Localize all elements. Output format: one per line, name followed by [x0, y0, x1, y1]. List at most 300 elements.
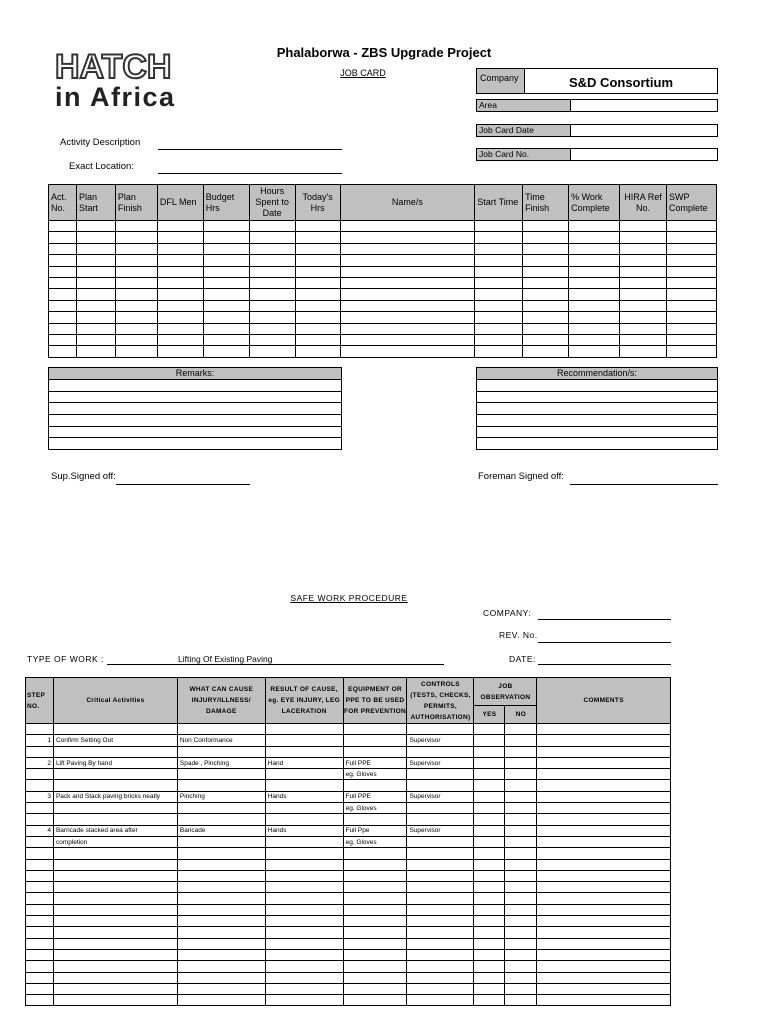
job-table-cell[interactable] — [249, 312, 295, 323]
recommendations-line[interactable] — [477, 438, 717, 450]
swp-table-cell[interactable] — [474, 995, 505, 1006]
swp-table-cell[interactable] — [537, 893, 671, 904]
swp-table-cell[interactable]: eg. Gloves — [343, 769, 407, 780]
swp-table-cell[interactable] — [177, 972, 265, 983]
swp-table-cell[interactable]: Hand — [265, 757, 343, 768]
swp-table-cell[interactable]: Hands — [265, 825, 343, 836]
swp-table-cell[interactable] — [343, 746, 407, 757]
swp-table-cell[interactable] — [343, 735, 407, 746]
job-table-cell[interactable] — [249, 289, 295, 300]
job-table-cell[interactable] — [249, 232, 295, 243]
job-table-cell[interactable] — [295, 243, 340, 254]
swp-table-cell[interactable]: Supervisor — [407, 791, 474, 802]
swp-table-cell[interactable] — [474, 836, 505, 847]
swp-table-cell[interactable] — [474, 735, 505, 746]
swp-table-cell[interactable] — [474, 904, 505, 915]
swp-table-cell[interactable] — [26, 803, 54, 814]
swp-table-cell[interactable] — [474, 916, 505, 927]
swp-table-cell[interactable] — [343, 916, 407, 927]
job-table-cell[interactable] — [49, 323, 77, 334]
swp-table-cell[interactable] — [537, 983, 671, 994]
swp-table-cell[interactable] — [407, 882, 474, 893]
swp-table-cell[interactable] — [53, 848, 177, 859]
swp-table-cell[interactable] — [407, 836, 474, 847]
job-table-cell[interactable] — [295, 346, 340, 357]
swp-table-cell[interactable] — [505, 938, 537, 949]
swp-table-cell[interactable] — [177, 961, 265, 972]
swp-table-cell[interactable] — [177, 995, 265, 1006]
remarks-line[interactable] — [49, 415, 341, 427]
swp-table-cell[interactable]: eg. Gloves — [343, 803, 407, 814]
remarks-line[interactable] — [49, 380, 341, 392]
swp-table-cell[interactable] — [177, 882, 265, 893]
job-table-cell[interactable] — [340, 300, 475, 311]
job-table-cell[interactable] — [620, 277, 667, 288]
job-table-cell[interactable] — [203, 266, 249, 277]
job-table-cell[interactable] — [49, 289, 77, 300]
swp-table-cell[interactable] — [177, 983, 265, 994]
job-table-cell[interactable] — [157, 323, 203, 334]
swp-table-cell[interactable] — [53, 938, 177, 949]
remarks-line[interactable] — [49, 427, 341, 439]
swp-table-cell[interactable]: Supervisor — [407, 735, 474, 746]
job-table-cell[interactable] — [203, 255, 249, 266]
swp-table-cell[interactable] — [505, 814, 537, 825]
job-table-cell[interactable] — [475, 334, 523, 345]
job-table-cell[interactable] — [76, 266, 115, 277]
job-table-cell[interactable] — [569, 266, 620, 277]
job-table-cell[interactable] — [203, 300, 249, 311]
remarks-line[interactable] — [49, 403, 341, 415]
job-table-cell[interactable] — [666, 243, 716, 254]
swp-table-cell[interactable] — [26, 961, 54, 972]
swp-table-cell[interactable] — [505, 848, 537, 859]
swp-table-cell[interactable]: Hands — [265, 791, 343, 802]
exact-location-line[interactable] — [158, 173, 342, 174]
swp-table-cell[interactable] — [505, 746, 537, 757]
swp-table-cell[interactable] — [505, 724, 537, 735]
job-table-cell[interactable] — [523, 323, 569, 334]
job-table-cell[interactable] — [475, 232, 523, 243]
job-table-cell[interactable] — [249, 243, 295, 254]
swp-table-cell[interactable] — [343, 893, 407, 904]
swp-table-cell[interactable]: Supervisor — [407, 825, 474, 836]
job-table-cell[interactable] — [249, 334, 295, 345]
job-table-cell[interactable] — [475, 300, 523, 311]
swp-table-cell[interactable] — [505, 927, 537, 938]
swp-table-cell[interactable] — [505, 859, 537, 870]
swp-table-cell[interactable] — [26, 949, 54, 960]
job-table-cell[interactable] — [249, 323, 295, 334]
job-table-cell[interactable] — [157, 277, 203, 288]
job-table-cell[interactable] — [620, 255, 667, 266]
job-table-cell[interactable] — [115, 323, 157, 334]
swp-table-cell[interactable] — [505, 995, 537, 1006]
swp-table-cell[interactable] — [177, 746, 265, 757]
swp-table-cell[interactable] — [343, 938, 407, 949]
swp-table-cell[interactable] — [265, 893, 343, 904]
job-table-cell[interactable] — [620, 232, 667, 243]
swp-table-cell[interactable] — [474, 803, 505, 814]
swp-table-cell[interactable] — [505, 836, 537, 847]
job-table-cell[interactable] — [115, 255, 157, 266]
swp-table-cell[interactable] — [537, 769, 671, 780]
job-table-cell[interactable] — [249, 300, 295, 311]
swp-table-cell[interactable] — [407, 859, 474, 870]
swp-table-cell[interactable] — [26, 916, 54, 927]
swp-table-cell[interactable] — [505, 949, 537, 960]
swp-table-cell[interactable] — [505, 803, 537, 814]
job-table-cell[interactable] — [523, 346, 569, 357]
swp-table-cell[interactable] — [474, 938, 505, 949]
swp-table-cell[interactable] — [26, 769, 54, 780]
swp-table-cell[interactable] — [177, 949, 265, 960]
swp-table-cell[interactable] — [537, 724, 671, 735]
job-table-cell[interactable] — [666, 221, 716, 232]
job-table-cell[interactable] — [203, 334, 249, 345]
swp-table-cell[interactable]: Non Conformance — [177, 735, 265, 746]
swp-table-cell[interactable] — [53, 780, 177, 791]
swp-table-cell[interactable] — [53, 769, 177, 780]
swp-table-cell[interactable] — [343, 995, 407, 1006]
swp-company-line[interactable] — [538, 619, 671, 620]
job-table-cell[interactable] — [340, 221, 475, 232]
swp-table-cell[interactable] — [474, 859, 505, 870]
job-table-cell[interactable] — [620, 334, 667, 345]
swp-table-cell[interactable] — [537, 825, 671, 836]
job-table-cell[interactable] — [49, 334, 77, 345]
foreman-signoff-line[interactable] — [570, 484, 718, 485]
swp-table-cell[interactable] — [407, 870, 474, 881]
swp-table-cell[interactable] — [407, 724, 474, 735]
job-table-cell[interactable] — [340, 266, 475, 277]
job-table-cell[interactable] — [620, 221, 667, 232]
swp-table-cell[interactable] — [407, 746, 474, 757]
swp-table-cell[interactable]: Full PPE — [343, 757, 407, 768]
job-table-cell[interactable] — [295, 277, 340, 288]
swp-table-cell[interactable] — [26, 893, 54, 904]
swp-table-cell[interactable] — [505, 780, 537, 791]
job-table-cell[interactable] — [523, 221, 569, 232]
recommendations-line[interactable] — [477, 427, 717, 439]
swp-table-cell[interactable] — [537, 995, 671, 1006]
swp-table-cell[interactable] — [407, 769, 474, 780]
swp-table-cell[interactable] — [407, 780, 474, 791]
swp-table-cell[interactable] — [537, 848, 671, 859]
swp-table-cell[interactable] — [53, 972, 177, 983]
swp-table-cell[interactable] — [265, 995, 343, 1006]
job-table-cell[interactable] — [620, 300, 667, 311]
swp-table-cell[interactable] — [474, 870, 505, 881]
swp-table-cell[interactable] — [407, 916, 474, 927]
job-table-cell[interactable] — [203, 243, 249, 254]
job-table-cell[interactable] — [666, 255, 716, 266]
swp-table-cell[interactable] — [26, 983, 54, 994]
swp-table-cell[interactable] — [177, 859, 265, 870]
swp-table-cell[interactable] — [265, 949, 343, 960]
swp-table-cell[interactable] — [537, 949, 671, 960]
swp-table-cell[interactable]: completion — [53, 836, 177, 847]
job-table-cell[interactable] — [157, 221, 203, 232]
job-table-cell[interactable] — [115, 346, 157, 357]
job-table-cell[interactable] — [76, 346, 115, 357]
swp-table-cell[interactable] — [537, 927, 671, 938]
job-table-cell[interactable] — [523, 334, 569, 345]
swp-table-cell[interactable] — [474, 882, 505, 893]
swp-table-cell[interactable] — [474, 746, 505, 757]
activity-description-line[interactable] — [158, 149, 342, 150]
job-table-cell[interactable] — [76, 323, 115, 334]
job-table-cell[interactable] — [249, 266, 295, 277]
swp-table-cell[interactable] — [474, 757, 505, 768]
swp-table-cell[interactable] — [474, 949, 505, 960]
job-table-cell[interactable] — [115, 221, 157, 232]
swp-table-cell[interactable] — [177, 836, 265, 847]
job-card-date-value[interactable] — [571, 125, 717, 136]
swp-table-cell[interactable] — [26, 882, 54, 893]
job-table-cell[interactable] — [49, 255, 77, 266]
swp-table-cell[interactable] — [343, 724, 407, 735]
job-table-cell[interactable] — [115, 334, 157, 345]
job-card-no-field[interactable] — [476, 148, 718, 161]
swp-table-cell[interactable] — [53, 949, 177, 960]
swp-table-cell[interactable] — [537, 757, 671, 768]
swp-table-cell[interactable] — [343, 882, 407, 893]
job-table-cell[interactable] — [475, 255, 523, 266]
swp-table-cell[interactable] — [505, 735, 537, 746]
swp-table-cell[interactable] — [474, 983, 505, 994]
job-table-cell[interactable] — [666, 300, 716, 311]
swp-table-cell[interactable] — [474, 825, 505, 836]
swp-table-cell[interactable] — [505, 825, 537, 836]
job-table-cell[interactable] — [475, 243, 523, 254]
recommendations-line[interactable] — [477, 392, 717, 404]
swp-table-cell[interactable] — [537, 791, 671, 802]
swp-table-cell[interactable] — [474, 848, 505, 859]
job-table-cell[interactable] — [569, 255, 620, 266]
job-table-cell[interactable] — [76, 312, 115, 323]
job-card-no-value[interactable] — [571, 149, 717, 160]
swp-table-cell[interactable] — [343, 814, 407, 825]
job-table-cell[interactable] — [569, 232, 620, 243]
swp-table-cell[interactable] — [177, 916, 265, 927]
job-table-cell[interactable] — [157, 300, 203, 311]
swp-table-cell[interactable]: Confirm Setting Out — [53, 735, 177, 746]
swp-table-cell[interactable] — [177, 938, 265, 949]
swp-table-cell[interactable] — [265, 769, 343, 780]
job-table-cell[interactable] — [76, 334, 115, 345]
swp-table-cell[interactable] — [505, 893, 537, 904]
swp-table-cell[interactable]: Full Ppe — [343, 825, 407, 836]
job-table-cell[interactable] — [49, 232, 77, 243]
swp-table-cell[interactable] — [343, 870, 407, 881]
swp-table-cell[interactable]: Baricade — [177, 825, 265, 836]
swp-table-cell[interactable] — [265, 961, 343, 972]
swp-table-cell[interactable] — [407, 995, 474, 1006]
job-table-cell[interactable] — [157, 266, 203, 277]
job-table-cell[interactable] — [569, 300, 620, 311]
job-table-cell[interactable] — [295, 300, 340, 311]
swp-table-cell[interactable] — [26, 995, 54, 1006]
swp-table-cell[interactable] — [265, 882, 343, 893]
job-table-cell[interactable] — [249, 346, 295, 357]
swp-table-cell[interactable] — [265, 859, 343, 870]
job-table-cell[interactable] — [475, 266, 523, 277]
swp-table-cell[interactable] — [474, 780, 505, 791]
swp-table-cell[interactable] — [537, 870, 671, 881]
job-table-cell[interactable] — [340, 346, 475, 357]
swp-table-cell[interactable] — [407, 927, 474, 938]
job-table-cell[interactable] — [620, 289, 667, 300]
job-table-cell[interactable] — [203, 221, 249, 232]
job-table-cell[interactable] — [76, 232, 115, 243]
job-table-cell[interactable] — [157, 289, 203, 300]
swp-table-cell[interactable] — [53, 870, 177, 881]
job-table-cell[interactable] — [157, 346, 203, 357]
swp-table-cell[interactable] — [537, 916, 671, 927]
swp-table-cell[interactable] — [26, 938, 54, 949]
job-table-cell[interactable] — [115, 300, 157, 311]
swp-table-cell[interactable] — [407, 949, 474, 960]
recommendations-line[interactable] — [477, 380, 717, 392]
job-table-cell[interactable] — [523, 300, 569, 311]
job-table-cell[interactable] — [666, 266, 716, 277]
job-table-cell[interactable] — [523, 255, 569, 266]
swp-table-cell[interactable] — [505, 983, 537, 994]
job-table-cell[interactable] — [666, 312, 716, 323]
job-table-cell[interactable] — [203, 277, 249, 288]
job-table-cell[interactable] — [295, 312, 340, 323]
job-table-cell[interactable] — [569, 323, 620, 334]
swp-table-cell[interactable] — [474, 893, 505, 904]
swp-table-cell[interactable] — [343, 983, 407, 994]
swp-table-cell[interactable] — [407, 893, 474, 904]
job-table-cell[interactable] — [295, 334, 340, 345]
swp-table-cell[interactable] — [53, 724, 177, 735]
swp-table-cell[interactable] — [537, 746, 671, 757]
swp-table-cell[interactable] — [177, 780, 265, 791]
swp-table-cell[interactable] — [537, 972, 671, 983]
job-table-cell[interactable] — [76, 277, 115, 288]
job-table-cell[interactable] — [295, 323, 340, 334]
swp-table-cell[interactable] — [177, 893, 265, 904]
job-table-cell[interactable] — [115, 289, 157, 300]
job-table-cell[interactable] — [295, 266, 340, 277]
job-table-cell[interactable] — [203, 289, 249, 300]
job-table-cell[interactable] — [49, 312, 77, 323]
job-table-cell[interactable] — [475, 277, 523, 288]
recommendations-line[interactable] — [477, 403, 717, 415]
type-of-work-line[interactable] — [107, 664, 444, 665]
swp-table-cell[interactable] — [265, 916, 343, 927]
swp-table-cell[interactable] — [407, 972, 474, 983]
swp-table-cell[interactable] — [53, 995, 177, 1006]
job-table-cell[interactable] — [49, 300, 77, 311]
swp-table-cell[interactable] — [53, 803, 177, 814]
swp-table-cell[interactable] — [343, 848, 407, 859]
swp-table-cell[interactable] — [265, 814, 343, 825]
job-table-cell[interactable] — [569, 334, 620, 345]
swp-table-cell[interactable] — [177, 803, 265, 814]
swp-table-cell[interactable] — [407, 938, 474, 949]
swp-table-cell[interactable] — [407, 848, 474, 859]
swp-table-cell[interactable]: 1 — [26, 735, 54, 746]
job-table-cell[interactable] — [203, 232, 249, 243]
swp-table-cell[interactable] — [177, 870, 265, 881]
swp-table-cell[interactable] — [537, 961, 671, 972]
swp-table-cell[interactable] — [26, 848, 54, 859]
job-table-cell[interactable] — [115, 232, 157, 243]
job-table-cell[interactable] — [203, 346, 249, 357]
swp-table-cell[interactable]: 3 — [26, 791, 54, 802]
job-table-cell[interactable] — [249, 277, 295, 288]
job-table-cell[interactable] — [115, 312, 157, 323]
job-table-cell[interactable] — [475, 323, 523, 334]
swp-table-cell[interactable] — [505, 757, 537, 768]
swp-table-cell[interactable] — [26, 972, 54, 983]
job-table-cell[interactable] — [523, 266, 569, 277]
job-table-cell[interactable] — [249, 255, 295, 266]
swp-table-cell[interactable] — [26, 836, 54, 847]
swp-table-cell[interactable] — [26, 859, 54, 870]
job-table-cell[interactable] — [569, 289, 620, 300]
swp-table-cell[interactable] — [265, 724, 343, 735]
job-table-cell[interactable] — [569, 243, 620, 254]
swp-table-cell[interactable] — [265, 938, 343, 949]
swp-table-cell[interactable] — [407, 961, 474, 972]
job-table-cell[interactable] — [569, 221, 620, 232]
swp-table-cell[interactable] — [177, 769, 265, 780]
swp-table-cell[interactable] — [177, 848, 265, 859]
swp-table-cell[interactable] — [26, 780, 54, 791]
job-table-cell[interactable] — [666, 323, 716, 334]
job-table-cell[interactable] — [295, 221, 340, 232]
remarks-line[interactable] — [49, 392, 341, 404]
swp-table-cell[interactable] — [265, 735, 343, 746]
job-table-cell[interactable] — [666, 232, 716, 243]
job-table-cell[interactable] — [76, 243, 115, 254]
swp-table-cell[interactable] — [505, 961, 537, 972]
job-table-cell[interactable] — [340, 323, 475, 334]
job-table-cell[interactable] — [49, 346, 77, 357]
job-table-cell[interactable] — [115, 243, 157, 254]
area-field[interactable] — [476, 99, 718, 112]
job-table-cell[interactable] — [76, 255, 115, 266]
swp-table-cell[interactable] — [265, 746, 343, 757]
job-table-cell[interactable] — [340, 334, 475, 345]
job-table-cell[interactable] — [49, 266, 77, 277]
job-table-cell[interactable] — [49, 221, 77, 232]
swp-table-cell[interactable] — [474, 724, 505, 735]
swp-table-cell[interactable] — [177, 904, 265, 915]
swp-table-cell[interactable] — [265, 904, 343, 915]
swp-table-cell[interactable] — [407, 983, 474, 994]
job-table-cell[interactable] — [295, 255, 340, 266]
job-table-cell[interactable] — [475, 312, 523, 323]
job-table-cell[interactable] — [340, 289, 475, 300]
job-table-cell[interactable] — [475, 346, 523, 357]
job-table-cell[interactable] — [340, 255, 475, 266]
swp-table-cell[interactable] — [53, 882, 177, 893]
job-table-cell[interactable] — [620, 266, 667, 277]
job-table-cell[interactable] — [249, 221, 295, 232]
swp-table-cell[interactable] — [537, 836, 671, 847]
swp-table-cell[interactable] — [26, 814, 54, 825]
swp-table-cell[interactable]: Pack and Stack paving bricks neatly — [53, 791, 177, 802]
job-card-date-field[interactable] — [476, 124, 718, 137]
job-table-cell[interactable] — [523, 232, 569, 243]
swp-table-cell[interactable] — [474, 972, 505, 983]
